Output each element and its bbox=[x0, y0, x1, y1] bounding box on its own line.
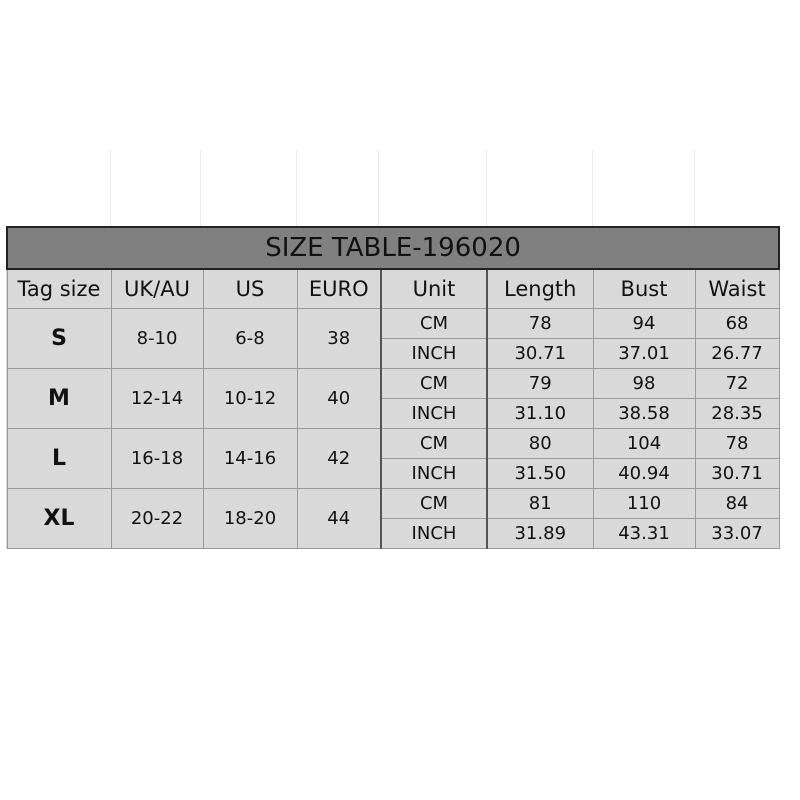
uk-au-value: 20-22 bbox=[111, 489, 203, 549]
euro-value: 42 bbox=[297, 429, 381, 489]
length-value: 31.50 bbox=[487, 459, 593, 489]
size-label: L bbox=[7, 429, 111, 489]
us-value: 14-16 bbox=[203, 429, 297, 489]
waist-value: 26.77 bbox=[695, 339, 779, 369]
size-table-body bbox=[7, 227, 779, 549]
header-uk-au: UK/AU bbox=[111, 269, 203, 309]
unit-inch: INCH bbox=[381, 399, 487, 429]
length-value: 30.71 bbox=[487, 339, 593, 369]
bust-value: 104 bbox=[593, 429, 695, 459]
table-row-xl-cm bbox=[7, 489, 779, 519]
header-unit: Unit bbox=[381, 269, 487, 309]
waist-value: 28.35 bbox=[695, 399, 779, 429]
waist-value: 33.07 bbox=[695, 519, 779, 549]
waist-value: 84 bbox=[695, 489, 779, 519]
length-value: 80 bbox=[487, 429, 593, 459]
header-euro: EURO bbox=[297, 269, 381, 309]
size-label: XL bbox=[7, 489, 111, 549]
uk-au-value: 8-10 bbox=[111, 309, 203, 369]
euro-value: 40 bbox=[297, 369, 381, 429]
header-us: US bbox=[203, 269, 297, 309]
bust-value: 110 bbox=[593, 489, 695, 519]
bust-value: 94 bbox=[593, 309, 695, 339]
us-value: 10-12 bbox=[203, 369, 297, 429]
unit-inch: INCH bbox=[381, 459, 487, 489]
header-waist: Waist bbox=[695, 269, 779, 309]
euro-value: 38 bbox=[297, 309, 381, 369]
header-length: Length bbox=[487, 269, 593, 309]
uk-au-value: 16-18 bbox=[111, 429, 203, 489]
us-value: 18-20 bbox=[203, 489, 297, 549]
length-value: 31.89 bbox=[487, 519, 593, 549]
table-row-m-cm bbox=[7, 369, 779, 399]
bust-value: 40.94 bbox=[593, 459, 695, 489]
header-row bbox=[7, 269, 779, 309]
length-value: 81 bbox=[487, 489, 593, 519]
waist-value: 78 bbox=[695, 429, 779, 459]
unit-cm: CM bbox=[381, 369, 487, 399]
bust-value: 38.58 bbox=[593, 399, 695, 429]
bust-value: 98 bbox=[593, 369, 695, 399]
length-value: 31.10 bbox=[487, 399, 593, 429]
euro-value: 44 bbox=[297, 489, 381, 549]
waist-value: 30.71 bbox=[695, 459, 779, 489]
header-tag-size: Tag size bbox=[7, 269, 111, 309]
waist-value: 68 bbox=[695, 309, 779, 339]
header-bust: Bust bbox=[593, 269, 695, 309]
spreadsheet-background-grid bbox=[0, 0, 800, 226]
length-value: 78 bbox=[487, 309, 593, 339]
table-row-l-cm bbox=[7, 429, 779, 459]
us-value: 6-8 bbox=[203, 309, 297, 369]
size-label: S bbox=[7, 309, 111, 369]
size-chart bbox=[6, 226, 778, 549]
unit-inch: INCH bbox=[381, 519, 487, 549]
table-title: SIZE TABLE-196020 bbox=[7, 227, 779, 269]
unit-cm: CM bbox=[381, 309, 487, 339]
size-table bbox=[6, 226, 780, 549]
bust-value: 37.01 bbox=[593, 339, 695, 369]
unit-cm: CM bbox=[381, 429, 487, 459]
uk-au-value: 12-14 bbox=[111, 369, 203, 429]
size-label: M bbox=[7, 369, 111, 429]
unit-inch: INCH bbox=[381, 339, 487, 369]
bust-value: 43.31 bbox=[593, 519, 695, 549]
unit-cm: CM bbox=[381, 489, 487, 519]
table-row-s-cm bbox=[7, 309, 779, 339]
waist-value: 72 bbox=[695, 369, 779, 399]
length-value: 79 bbox=[487, 369, 593, 399]
